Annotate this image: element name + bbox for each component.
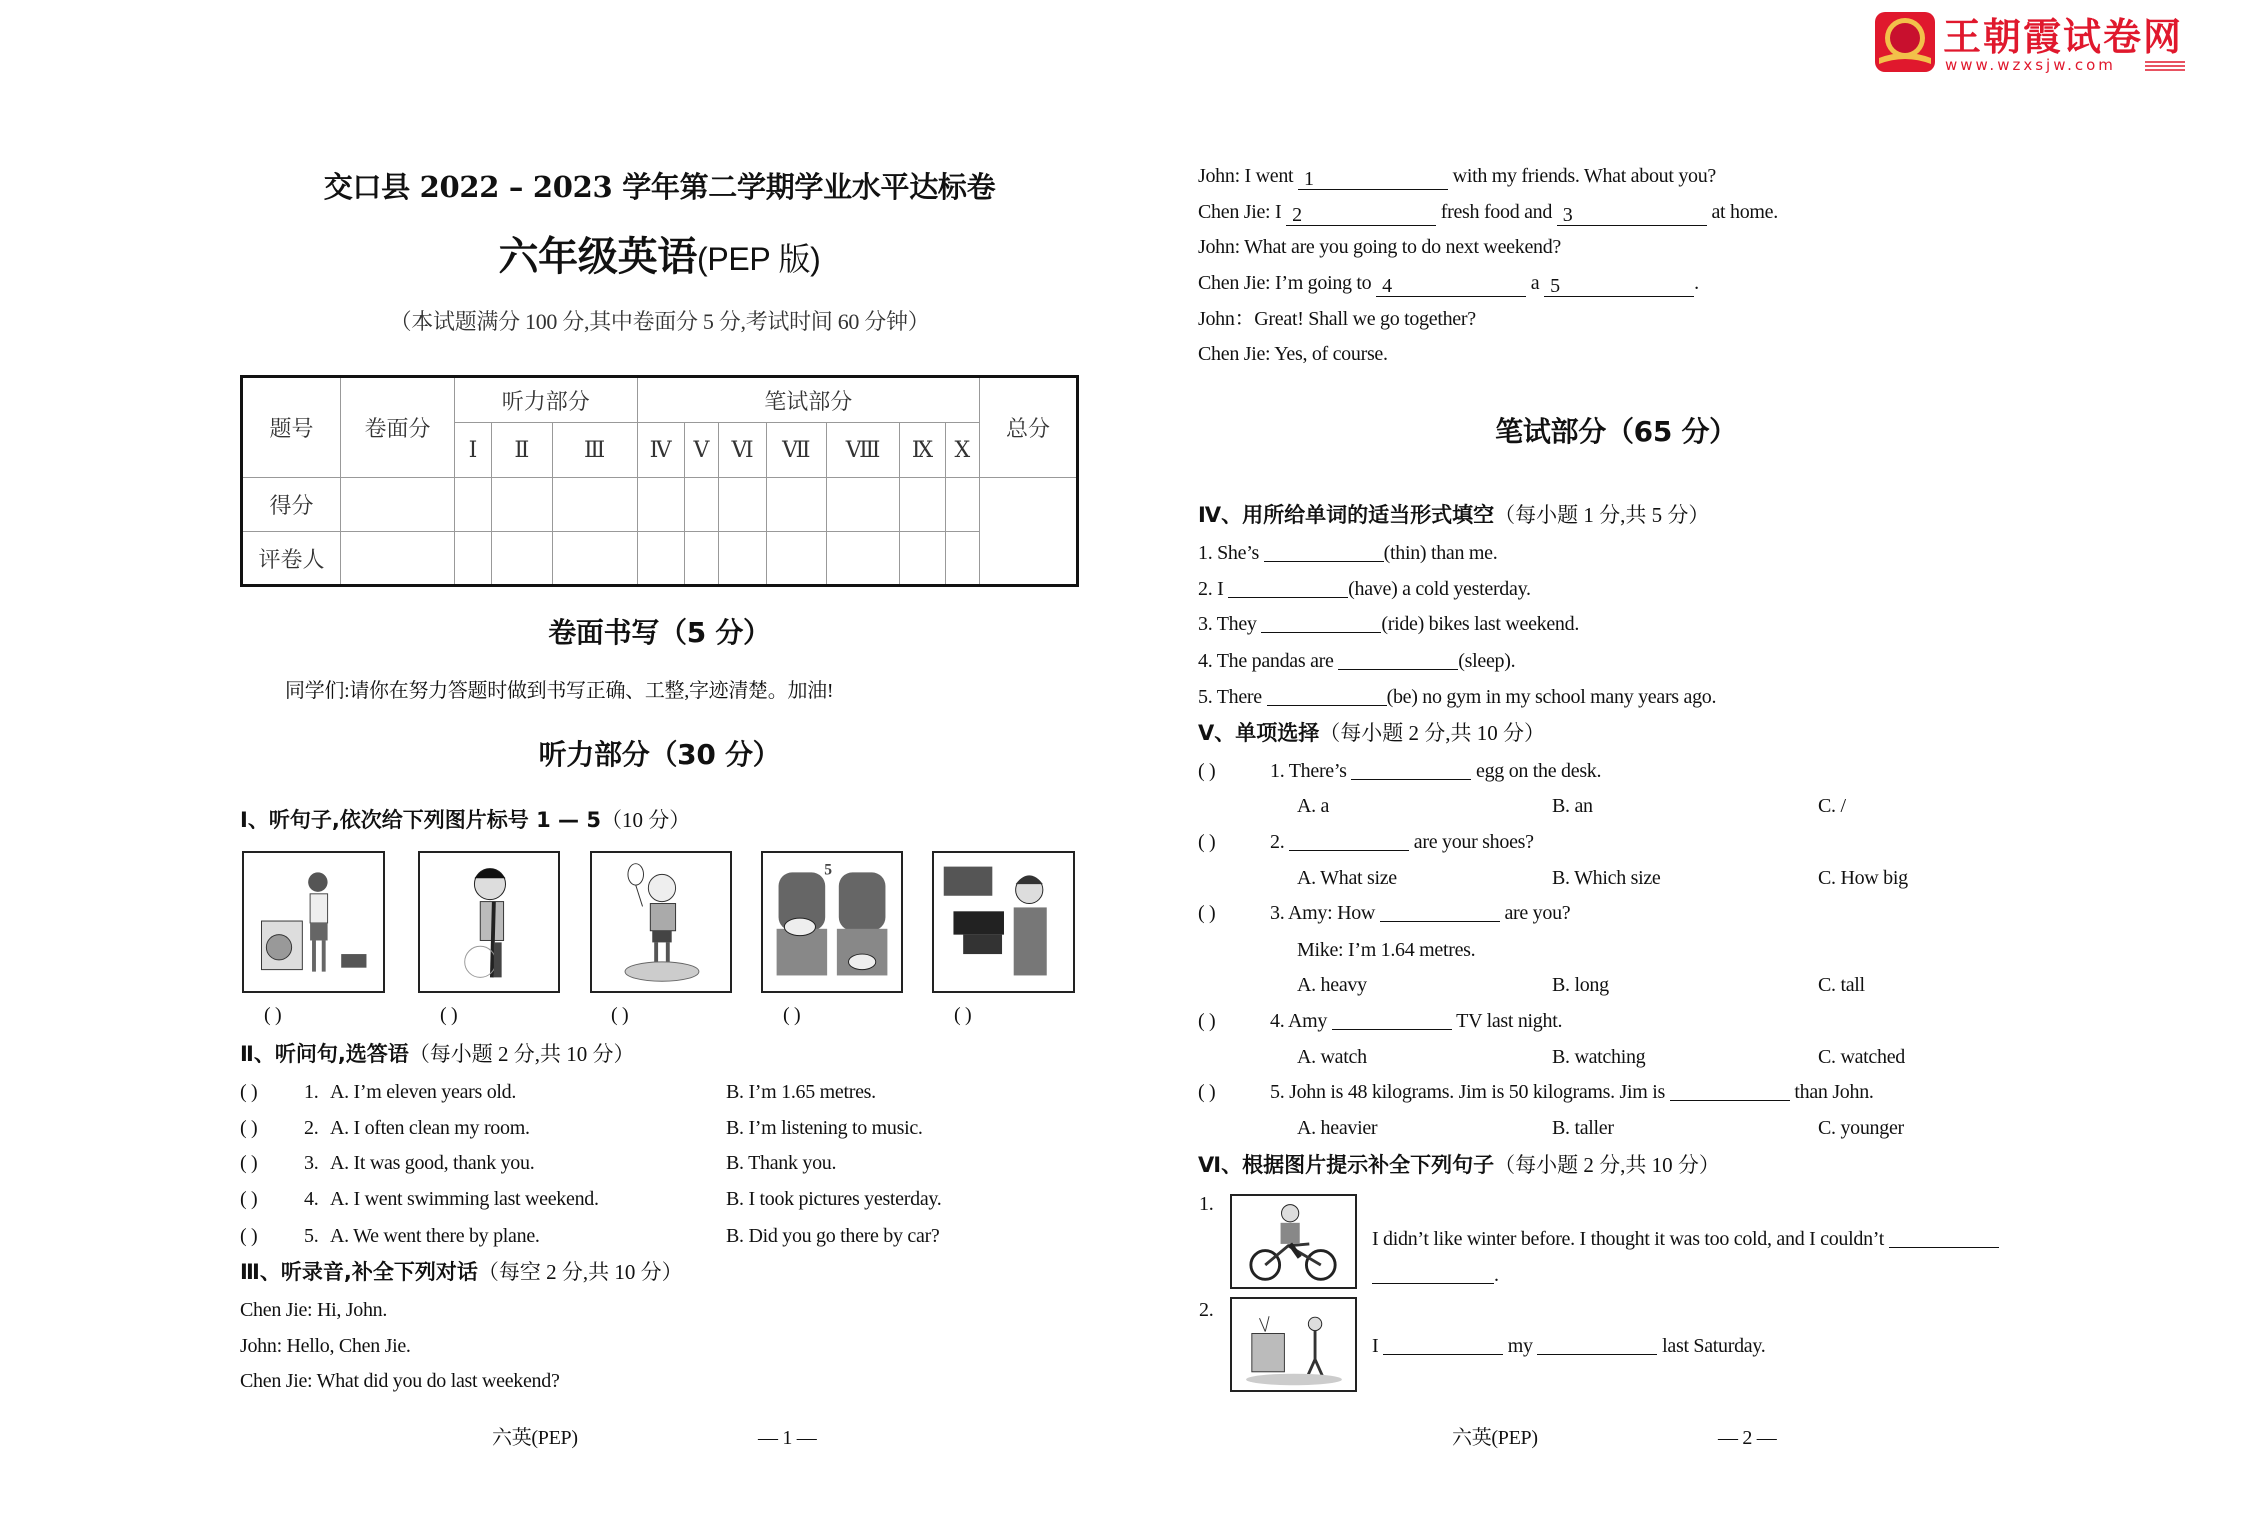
text: 4. The pandas are — [1198, 650, 1339, 672]
answer-blank[interactable]: 4 — [1376, 276, 1526, 297]
picture-answer-paren[interactable]: ( ) — [611, 1004, 629, 1026]
section-1-heading — [240, 808, 690, 832]
grader-cell[interactable] — [945, 532, 979, 586]
score-cell[interactable] — [900, 478, 946, 532]
answer-blank[interactable] — [1372, 1263, 1494, 1284]
text: I didn’t like winter before. I thought it was too cold, and I couldn’t — [1372, 1228, 1889, 1250]
total-cell[interactable] — [980, 478, 1078, 586]
answer-paren[interactable]: ( ) — [240, 1081, 258, 1103]
picture-sentence — [1372, 1334, 1766, 1358]
answer-blank[interactable] — [1383, 1334, 1503, 1355]
answer-blank[interactable] — [1889, 1227, 1999, 1248]
option-b: B. taller — [1552, 1117, 1614, 1139]
dialogue-line: Chen Jie: What did you do last weekend? — [240, 1370, 560, 1392]
question-number: 1. — [1270, 760, 1285, 782]
score-cell[interactable] — [766, 478, 826, 532]
svg-text:www.wzxsjw.com: www.wzxsjw.com — [1945, 56, 2116, 74]
writing-title: 笔试部分（65 分） — [1495, 415, 1737, 448]
score-cell[interactable] — [684, 478, 719, 532]
cleaning-icon — [1232, 1299, 1355, 1390]
section-points: （每小题 2 分,共 10 分） — [408, 1042, 635, 1066]
fill-item — [1198, 577, 1531, 601]
text: Chen Jie: I’m going to — [1198, 272, 1377, 294]
section-title: Ⅰ、听句子,依次给下列图片标号 1 — 5 — [240, 808, 601, 832]
option-b: B. Did you go there by car? — [726, 1225, 940, 1247]
option-c: C. watched — [1818, 1046, 1905, 1068]
numeral-cell: Ⅹ — [945, 423, 979, 478]
question-number: 4. — [1270, 1010, 1285, 1032]
question-number: 1. — [1199, 1193, 1214, 1215]
answer-blank[interactable] — [1332, 1009, 1452, 1030]
grader-cell[interactable] — [552, 532, 637, 586]
section-title: Ⅲ、听录音,补全下列对话 — [240, 1260, 478, 1284]
exam-note: （本试题满分 100 分,其中卷面分 5 分,考试时间 60 分钟） — [389, 309, 930, 334]
score-cell[interactable] — [491, 478, 552, 532]
text: (have) a cold yesterday. — [1348, 578, 1531, 600]
grader-cell[interactable] — [341, 532, 455, 586]
dialogue-line: Chen Jie: Yes, of course. — [1198, 343, 1388, 365]
section-2-heading — [240, 1042, 635, 1066]
option-a: A. We went there by plane. — [330, 1225, 540, 1247]
handwriting-title: 卷面书写（5 分） — [548, 616, 771, 649]
text: with my friends. What about you? — [1447, 165, 1716, 187]
dialogue-line — [1198, 200, 1778, 226]
text: are you? — [1499, 902, 1571, 924]
section-points: （每小题 1 分,共 5 分） — [1494, 503, 1710, 527]
answer-blank[interactable] — [1267, 685, 1387, 706]
logo-emblem-icon — [1873, 8, 2193, 76]
picture-boy-cycling — [1230, 1194, 1357, 1289]
answer-paren[interactable]: ( ) — [1198, 831, 1216, 853]
score-row-header: 得分 — [242, 478, 341, 532]
section-title: Ⅵ、根据图片提示补全下列句子 — [1198, 1153, 1495, 1177]
numeral-cell: Ⅵ — [719, 423, 766, 478]
mc-question — [1270, 830, 1534, 854]
dialogue-line — [1198, 164, 1716, 190]
option-a: A. It was good, thank you. — [330, 1152, 535, 1174]
numeral-cell: Ⅲ — [552, 423, 637, 478]
svg-text:5: 5 — [824, 861, 832, 879]
picture-sentence-continued — [1372, 1263, 1499, 1287]
question-number: 5. — [1270, 1081, 1285, 1103]
score-table — [240, 375, 1079, 587]
dialogue-line: John：Great! Shall we go together? — [1198, 308, 1476, 330]
section-6-heading — [1198, 1153, 1720, 1177]
text: than John. — [1789, 1081, 1874, 1103]
mc-question — [1270, 901, 1570, 925]
picture-girl-washing-clothes — [242, 851, 385, 993]
answer-blank[interactable] — [1537, 1334, 1657, 1355]
answer-paren[interactable]: ( ) — [1198, 1081, 1216, 1103]
question-number: 1. — [304, 1081, 319, 1103]
boy-mop-icon — [420, 853, 558, 991]
numeral-cell: Ⅸ — [900, 423, 946, 478]
text: John is 48 kilograms. Jim is 50 kilograms. Jim is — [1289, 1081, 1670, 1103]
question-number: 5. — [304, 1225, 319, 1247]
question-no-header: 题号 — [242, 377, 341, 478]
answer-blank[interactable] — [1261, 612, 1381, 633]
paper-score-header: 卷面分 — [341, 377, 455, 478]
section-title: Ⅴ、单项选择 — [1198, 721, 1320, 745]
total-header: 总分 — [980, 377, 1078, 478]
grader-cell[interactable] — [684, 532, 719, 586]
subject-title — [240, 234, 1079, 282]
fill-item — [1198, 612, 1579, 636]
option-a: A. a — [1297, 795, 1330, 817]
dialogue-line — [1198, 271, 1699, 297]
subject-name: 六年级英语 — [498, 233, 697, 280]
section-points: （10 分） — [600, 808, 691, 832]
picture-boy-with-mop — [418, 851, 560, 993]
dialogue-line: John: What are you going to do next weekend? — [1198, 236, 1562, 258]
footer-label: 六英(PEP) — [492, 1427, 578, 1449]
svg-text:王朝霞试卷网: 王朝霞试卷网 — [1943, 15, 2184, 59]
answer-blank[interactable] — [1264, 541, 1384, 562]
picture-answer-paren[interactable]: ( ) — [954, 1004, 972, 1026]
boy-badminton-icon — [592, 853, 730, 991]
score-cell[interactable] — [552, 478, 637, 532]
edition-label: (PEP 版) — [696, 241, 821, 277]
text: There’s — [1288, 760, 1352, 782]
option-c: C. tall — [1818, 974, 1865, 996]
text: Chen Jie: I — [1198, 201, 1287, 223]
picture-cats-on-chairs — [761, 851, 903, 993]
numeral-cell: Ⅴ — [684, 423, 719, 478]
question-number: 2. — [1270, 831, 1285, 853]
mc-question — [1270, 759, 1601, 783]
option-b: B. I’m 1.65 metres. — [726, 1081, 876, 1103]
answer-paren[interactable]: ( ) — [240, 1188, 258, 1210]
answer-paren[interactable]: ( ) — [240, 1117, 258, 1139]
score-cell[interactable] — [455, 478, 492, 532]
chairs-cats-icon — [763, 853, 901, 991]
option-a: A. I often clean my room. — [330, 1117, 530, 1139]
option-a: A. I went swimming last weekend. — [330, 1188, 599, 1210]
text: last Saturday. — [1657, 1335, 1766, 1357]
option-a: A. heavy — [1297, 974, 1367, 996]
section-points: （每小题 2 分,共 10 分） — [1494, 1153, 1720, 1177]
score-cell[interactable] — [719, 478, 766, 532]
score-cell[interactable] — [827, 478, 900, 532]
grader-cell[interactable] — [455, 532, 492, 586]
numeral-cell: Ⅰ — [455, 423, 492, 478]
option-b: B. I took pictures yesterday. — [726, 1188, 942, 1210]
grader-row-header: 评卷人 — [242, 532, 341, 586]
option-b: B. I’m listening to music. — [726, 1117, 923, 1139]
picture-boy-badminton — [590, 851, 732, 993]
text: . — [1494, 1264, 1499, 1286]
question-number: 2. — [304, 1117, 319, 1139]
grader-cell[interactable] — [637, 532, 684, 586]
answer-blank[interactable] — [1338, 649, 1458, 670]
answer-blank[interactable] — [1351, 759, 1471, 780]
text: (thin) than me. — [1383, 542, 1498, 564]
picture-sentence — [1372, 1227, 1999, 1251]
answer-blank[interactable] — [1228, 577, 1348, 598]
numeral-cell: Ⅱ — [491, 423, 552, 478]
option-b: B. Thank you. — [726, 1152, 837, 1174]
text: are your shoes? — [1409, 831, 1534, 853]
listening-header: 听力部分 — [455, 377, 638, 423]
answer-paren[interactable]: ( ) — [240, 1225, 258, 1247]
section-3-heading — [240, 1260, 683, 1284]
footer-label: 六英(PEP) — [1452, 1427, 1538, 1449]
option-b: B. an — [1552, 795, 1593, 817]
fill-item — [1198, 541, 1497, 565]
text: (be) no gym in my school many years ago. — [1386, 686, 1717, 708]
numeral-cell: Ⅷ — [827, 423, 900, 478]
option-c: C. younger — [1818, 1117, 1904, 1139]
section-title: Ⅳ、用所给单词的适当形式填空 — [1198, 503, 1495, 527]
exam-title: 交口县 2022 – 2023 学年第二学期学业水平达标卷 — [323, 170, 996, 204]
option-c: C. / — [1818, 795, 1846, 817]
text: at home. — [1706, 201, 1778, 223]
option-a: A. heavier — [1297, 1117, 1378, 1139]
numeral-cell: Ⅶ — [766, 423, 826, 478]
dialogue-line: John: Hello, Chen Jie. — [240, 1335, 411, 1357]
section-points: （每小题 2 分,共 10 分） — [1319, 721, 1546, 745]
picture-watching-film — [932, 851, 1075, 993]
page-number: — 1 — — [758, 1427, 817, 1449]
score-cell[interactable] — [945, 478, 979, 532]
score-cell[interactable] — [341, 478, 455, 532]
text: 1. She’s — [1198, 542, 1264, 564]
text: fresh food and — [1436, 201, 1557, 223]
grader-cell[interactable] — [719, 532, 766, 586]
fill-item — [1198, 649, 1515, 673]
text: 3. They — [1198, 613, 1262, 635]
cinema-icon — [934, 853, 1073, 991]
text: my — [1503, 1335, 1538, 1357]
picture-cleaning-room — [1230, 1297, 1357, 1392]
fill-item — [1198, 685, 1716, 709]
option-a: A. I’m eleven years old. — [330, 1081, 517, 1103]
text: 5. There — [1198, 686, 1267, 708]
grader-cell[interactable] — [491, 532, 552, 586]
dialogue-line: Chen Jie: Hi, John. — [240, 1299, 388, 1321]
option-b: B. long — [1552, 974, 1609, 996]
question-extra: Mike: I’m 1.64 metres. — [1297, 939, 1476, 961]
answer-paren[interactable]: ( ) — [1198, 902, 1216, 924]
option-b: B. watching — [1552, 1046, 1646, 1068]
option-a: A. What size — [1297, 867, 1397, 889]
section-5-heading — [1198, 721, 1545, 745]
handwriting-text: 同学们:请你在努力答题时做到书写正确、工整,字迹清楚。加油! — [285, 680, 834, 702]
site-logo — [1873, 8, 2193, 76]
grader-cell[interactable] — [827, 532, 900, 586]
text: I — [1372, 1335, 1384, 1357]
mc-question — [1270, 1080, 1874, 1104]
section-title: Ⅱ、听问句,选答语 — [240, 1042, 409, 1066]
option-c: C. How big — [1818, 867, 1908, 889]
text: egg on the desk. — [1471, 760, 1602, 782]
picture-answer-paren[interactable]: ( ) — [264, 1004, 282, 1026]
text: a — [1526, 272, 1545, 294]
answer-blank[interactable] — [1670, 1080, 1790, 1101]
answer-blank[interactable] — [1380, 901, 1500, 922]
text: (sleep). — [1458, 650, 1516, 672]
washing-machine-girl-icon — [244, 853, 383, 991]
section-4-heading — [1198, 503, 1709, 527]
mc-question — [1270, 1009, 1562, 1033]
answer-blank[interactable]: 1 — [1298, 169, 1448, 190]
question-number: 3. — [304, 1152, 319, 1174]
text: John: I went — [1198, 165, 1298, 187]
text: TV last night. — [1451, 1010, 1563, 1032]
answer-paren[interactable]: ( ) — [240, 1152, 258, 1174]
bicycle-icon — [1232, 1196, 1355, 1287]
picture-answer-paren[interactable]: ( ) — [783, 1004, 801, 1026]
text: Amy: How — [1288, 902, 1380, 924]
picture-answer-paren[interactable]: ( ) — [440, 1004, 458, 1026]
answer-paren[interactable]: ( ) — [1198, 760, 1216, 782]
text: . — [1694, 272, 1699, 294]
page-number: — 2 — — [1718, 1427, 1777, 1449]
answer-blank[interactable]: 5 — [1544, 276, 1694, 297]
answer-blank[interactable]: 2 — [1286, 205, 1436, 226]
question-number: 2. — [1199, 1299, 1214, 1321]
section-points: （每空 2 分,共 10 分） — [477, 1260, 683, 1284]
numeral-cell: Ⅳ — [637, 423, 684, 478]
text: (ride) bikes last weekend. — [1381, 613, 1580, 635]
text: Amy — [1288, 1010, 1332, 1032]
answer-paren[interactable]: ( ) — [1198, 1010, 1216, 1032]
grader-cell[interactable] — [766, 532, 826, 586]
option-b: B. Which size — [1552, 867, 1661, 889]
question-number: 4. — [304, 1188, 319, 1210]
option-a: A. watch — [1297, 1046, 1367, 1068]
question-number: 3. — [1270, 902, 1285, 924]
text: 2. I — [1198, 578, 1229, 600]
listening-title: 听力部分（30 分） — [538, 738, 781, 771]
writing-header: 笔试部分 — [637, 377, 979, 423]
answer-blank[interactable] — [1289, 830, 1409, 851]
score-cell[interactable] — [637, 478, 684, 532]
answer-blank[interactable]: 3 — [1557, 205, 1707, 226]
grader-cell[interactable] — [900, 532, 946, 586]
